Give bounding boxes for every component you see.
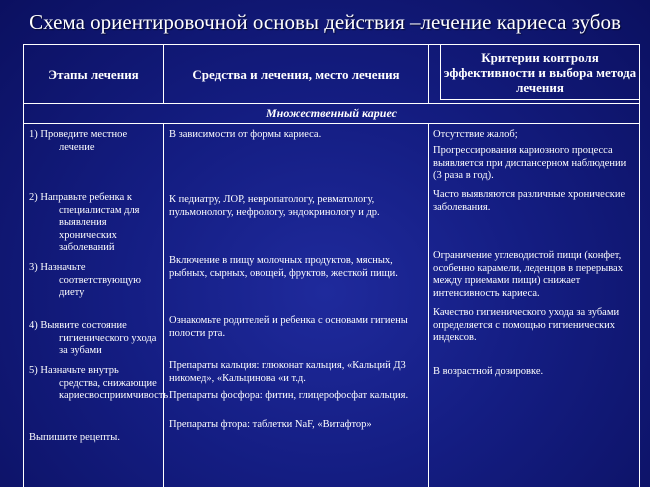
stage-item: 3) Назначьте соответствующую диету — [29, 262, 142, 299]
stage-item: 1) Проведите местное лечение — [29, 129, 128, 153]
criteria-item: Прогрессирования кариозного процесса выявляется при диспансерном наблюдении (3 раза в год). — [433, 145, 627, 182]
criteria-header-inner-line — [440, 99, 640, 100]
treatment-table — [23, 44, 640, 487]
means-item: Препараты фтора: таблетки NaF, «Витафтор» — [169, 419, 372, 430]
stage-item: Выпишите рецепты. — [29, 432, 120, 443]
header-means: Средства и лечения, место лечения — [192, 66, 400, 82]
section-title: Множественный кариес — [266, 105, 397, 120]
means-item: К педиатру, ЛОР, невропатологу, ревматологу, пульмонологу, нефрологу, эндокринологу и др. — [169, 194, 380, 218]
criteria-header-inner-left — [440, 44, 441, 99]
means-item: Включение в пищу молочных продуктов, мясных, рыбных, сырных, овощей, фруктов, жесткой пищи. — [169, 255, 398, 279]
criteria-item: Отсутствие жалоб; — [433, 129, 518, 140]
criteria-item: В возрастной дозировке. — [433, 366, 544, 377]
criteria-item: Ограничение углеводистой пищи (конфет, особенно карамели, леденцов в перерывах между приемами пищи) снижает интенсивность кариеса. — [433, 250, 623, 299]
criteria-item: Часто выявляются различные хронические заболевания. — [433, 189, 626, 213]
column-divider-2-body — [428, 123, 429, 487]
section-bottom-border — [23, 123, 640, 124]
means-item: Препараты фосфора: фитин, глицерофосфат кальция. — [169, 390, 409, 401]
column-divider-1-body — [163, 123, 164, 487]
criteria-item: Качество гигиенического ухода за зубами определяется с помощью гигиенических индексов. — [433, 307, 620, 344]
stage-item: 2) Направьте ребенка к специалистам для выявления хронических заболеваний — [29, 192, 140, 254]
means-item: Препараты кальция: глюконат кальция, «Кальций Д3 никомед», «Кальцинова «и т.д. — [169, 360, 406, 384]
means-item: Ознакомьте родителей и ребенка с основами гигиены полости рта. — [169, 315, 408, 339]
slide-title: Схема ориентировочной основы действия –лечение кариеса зубов — [29, 10, 621, 34]
header-criteria: Критерии контроля эффективности и выбора метода лечения — [443, 49, 637, 95]
stage-item: 5) Назначьте внутрь средства, снижающие кариесвосприимчивость — [29, 365, 169, 402]
means-item: В зависимости от формы кариеса. — [169, 129, 322, 140]
stage-item: 4) Выявите состояние гигиенического ухода за зубами — [29, 320, 157, 357]
header-stages: Этапы лечения — [48, 66, 139, 82]
column-divider-2 — [428, 44, 429, 103]
